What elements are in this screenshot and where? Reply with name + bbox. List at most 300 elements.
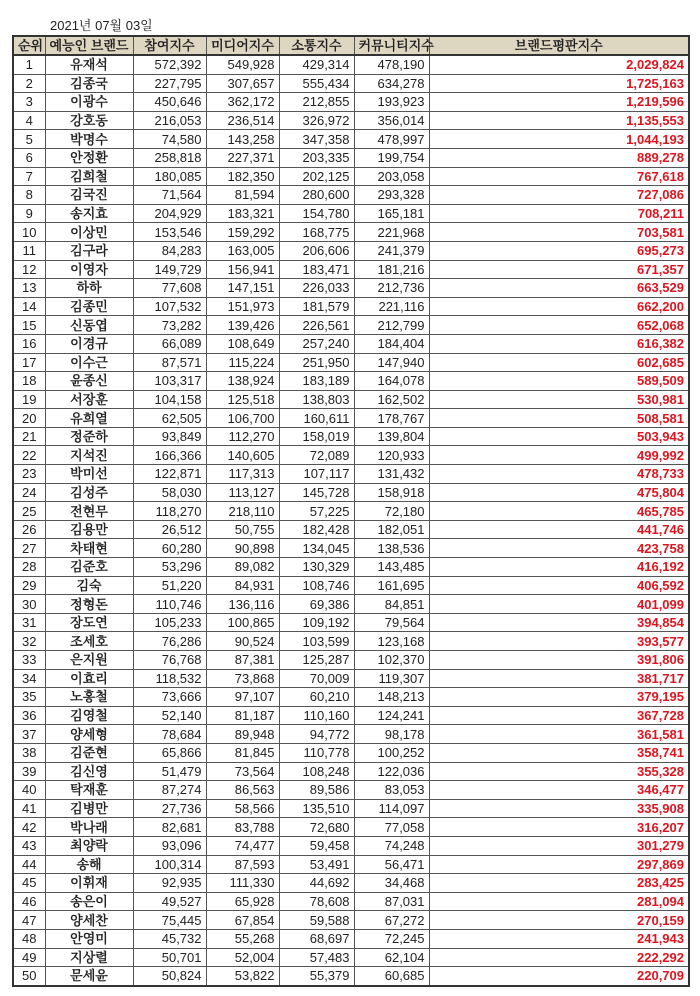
rank-cell: 46 (13, 892, 45, 911)
brand-reputation-cell: 663,529 (429, 279, 689, 298)
header-communication: 소통지수 (279, 36, 354, 55)
participation-cell: 84,283 (133, 241, 206, 260)
participation-cell: 166,366 (133, 446, 206, 465)
brand-reputation-cell: 671,357 (429, 260, 689, 279)
media-cell: 156,941 (206, 260, 279, 279)
media-cell: 100,865 (206, 613, 279, 632)
media-cell: 182,350 (206, 167, 279, 186)
brand-name-cell: 지석진 (45, 446, 133, 465)
community-cell: 123,168 (354, 632, 429, 651)
brand-reputation-cell: 1,725,163 (429, 74, 689, 93)
rank-cell: 27 (13, 539, 45, 558)
community-cell: 165,181 (354, 204, 429, 223)
table-row (13, 539, 689, 558)
rank-cell: 15 (13, 316, 45, 335)
rank-cell: 23 (13, 465, 45, 484)
media-cell: 139,426 (206, 316, 279, 335)
brand-name-cell: 신동엽 (45, 316, 133, 335)
rank-cell: 38 (13, 743, 45, 762)
communication-cell: 108,248 (279, 762, 354, 781)
brand-reputation-cell: 394,854 (429, 613, 689, 632)
communication-cell: 125,287 (279, 651, 354, 670)
community-cell: 84,851 (354, 595, 429, 614)
table-row (13, 929, 689, 948)
table-row (13, 874, 689, 893)
community-cell: 147,940 (354, 353, 429, 372)
communication-cell: 72,089 (279, 446, 354, 465)
table-row (13, 297, 689, 316)
community-cell: 62,104 (354, 948, 429, 967)
community-cell: 124,241 (354, 706, 429, 725)
table-row (13, 725, 689, 744)
media-cell: 147,151 (206, 279, 279, 298)
header-brand-reputation: 브랜드평판지수 (429, 36, 689, 55)
rank-cell: 45 (13, 874, 45, 893)
participation-cell: 110,746 (133, 595, 206, 614)
communication-cell: 68,697 (279, 929, 354, 948)
media-cell: 89,082 (206, 558, 279, 577)
rank-cell: 32 (13, 632, 45, 651)
participation-cell: 103,317 (133, 372, 206, 391)
brand-reputation-cell: 393,577 (429, 632, 689, 651)
media-cell: 84,931 (206, 576, 279, 595)
brand-reputation-cell: 355,328 (429, 762, 689, 781)
community-cell: 114,097 (354, 799, 429, 818)
rank-cell: 1 (13, 55, 45, 74)
brand-name-cell: 김용만 (45, 520, 133, 539)
brand-name-cell: 송지효 (45, 204, 133, 223)
rank-cell: 4 (13, 111, 45, 130)
communication-cell: 154,780 (279, 204, 354, 223)
community-cell: 161,695 (354, 576, 429, 595)
rank-cell: 17 (13, 353, 45, 372)
media-cell: 227,371 (206, 148, 279, 167)
table-row (13, 316, 689, 335)
brand-reputation-cell: 283,425 (429, 874, 689, 893)
community-cell: 131,432 (354, 465, 429, 484)
media-cell: 115,224 (206, 353, 279, 372)
communication-cell: 94,772 (279, 725, 354, 744)
brand-name-cell: 이수근 (45, 353, 133, 372)
brand-name-cell: 양세찬 (45, 911, 133, 930)
communication-cell: 226,561 (279, 316, 354, 335)
participation-cell: 100,314 (133, 855, 206, 874)
communication-cell: 69,386 (279, 595, 354, 614)
brand-reputation-cell: 499,992 (429, 446, 689, 465)
brand-reputation-cell: 358,741 (429, 743, 689, 762)
table-row (13, 334, 689, 353)
brand-name-cell: 이광수 (45, 93, 133, 112)
brand-name-cell: 윤종신 (45, 372, 133, 391)
participation-cell: 105,233 (133, 613, 206, 632)
participation-cell: 53,296 (133, 558, 206, 577)
rank-cell: 16 (13, 334, 45, 353)
media-cell: 52,004 (206, 948, 279, 967)
community-cell: 74,248 (354, 836, 429, 855)
communication-cell: 280,600 (279, 186, 354, 205)
table-row (13, 558, 689, 577)
rank-cell: 47 (13, 911, 45, 930)
brand-reputation-cell: 367,728 (429, 706, 689, 725)
brand-name-cell: 이영자 (45, 260, 133, 279)
media-cell: 89,948 (206, 725, 279, 744)
rank-cell: 18 (13, 372, 45, 391)
media-cell: 74,477 (206, 836, 279, 855)
brand-name-cell: 이상민 (45, 223, 133, 242)
brand-name-cell: 김희철 (45, 167, 133, 186)
participation-cell: 27,736 (133, 799, 206, 818)
communication-cell: 138,803 (279, 390, 354, 409)
rank-cell: 29 (13, 576, 45, 595)
participation-cell: 572,392 (133, 55, 206, 74)
community-cell: 67,272 (354, 911, 429, 930)
participation-cell: 66,089 (133, 334, 206, 353)
community-cell: 478,190 (354, 55, 429, 74)
brand-name-cell: 이경규 (45, 334, 133, 353)
brand-reputation-cell: 346,477 (429, 781, 689, 800)
rank-cell: 14 (13, 297, 45, 316)
rank-cell: 42 (13, 818, 45, 837)
brand-reputation-cell: 662,200 (429, 297, 689, 316)
brand-reputation-cell: 589,509 (429, 372, 689, 391)
participation-cell: 78,684 (133, 725, 206, 744)
table-row (13, 855, 689, 874)
communication-cell: 44,692 (279, 874, 354, 893)
media-cell: 143,258 (206, 130, 279, 149)
table-row (13, 279, 689, 298)
brand-reputation-cell: 416,192 (429, 558, 689, 577)
media-cell: 113,127 (206, 483, 279, 502)
communication-cell: 158,019 (279, 427, 354, 446)
community-cell: 98,178 (354, 725, 429, 744)
communication-cell: 182,428 (279, 520, 354, 539)
table-row (13, 186, 689, 205)
rank-cell: 33 (13, 651, 45, 670)
table-row (13, 743, 689, 762)
media-cell: 87,593 (206, 855, 279, 874)
table-row (13, 74, 689, 93)
rank-cell: 43 (13, 836, 45, 855)
table-row (13, 223, 689, 242)
rank-cell: 25 (13, 502, 45, 521)
community-cell: 182,051 (354, 520, 429, 539)
table-row (13, 93, 689, 112)
participation-cell: 73,666 (133, 688, 206, 707)
participation-cell: 149,729 (133, 260, 206, 279)
media-cell: 65,928 (206, 892, 279, 911)
brand-reputation-table (12, 35, 690, 987)
rank-cell: 21 (13, 427, 45, 446)
header-community: 커뮤니티지수 (354, 36, 429, 55)
participation-cell: 75,445 (133, 911, 206, 930)
media-cell: 163,005 (206, 241, 279, 260)
brand-name-cell: 김성주 (45, 483, 133, 502)
participation-cell: 258,818 (133, 148, 206, 167)
participation-cell: 76,286 (133, 632, 206, 651)
table-row (13, 948, 689, 967)
media-cell: 159,292 (206, 223, 279, 242)
table-row (13, 353, 689, 372)
table-row (13, 669, 689, 688)
communication-cell: 134,045 (279, 539, 354, 558)
brand-reputation-cell: 703,581 (429, 223, 689, 242)
communication-cell: 135,510 (279, 799, 354, 818)
rank-cell: 28 (13, 558, 45, 577)
communication-cell: 109,192 (279, 613, 354, 632)
brand-reputation-cell: 508,581 (429, 409, 689, 428)
participation-cell: 122,871 (133, 465, 206, 484)
media-cell: 87,381 (206, 651, 279, 670)
participation-cell: 50,824 (133, 967, 206, 986)
rank-cell: 11 (13, 241, 45, 260)
community-cell: 102,370 (354, 651, 429, 670)
table-row (13, 111, 689, 130)
participation-cell: 76,768 (133, 651, 206, 670)
communication-cell: 202,125 (279, 167, 354, 186)
rank-cell: 7 (13, 167, 45, 186)
brand-name-cell: 김숙 (45, 576, 133, 595)
table-row (13, 613, 689, 632)
communication-cell: 103,599 (279, 632, 354, 651)
media-cell: 218,110 (206, 502, 279, 521)
brand-name-cell: 김국진 (45, 186, 133, 205)
communication-cell: 203,335 (279, 148, 354, 167)
table-row (13, 55, 689, 74)
rank-cell: 36 (13, 706, 45, 725)
brand-name-cell: 탁재훈 (45, 781, 133, 800)
communication-cell: 168,775 (279, 223, 354, 242)
media-cell: 362,172 (206, 93, 279, 112)
community-cell: 221,968 (354, 223, 429, 242)
table-row (13, 576, 689, 595)
brand-name-cell: 송해 (45, 855, 133, 874)
rank-cell: 22 (13, 446, 45, 465)
communication-cell: 257,240 (279, 334, 354, 353)
brand-name-cell: 김신영 (45, 762, 133, 781)
brand-name-cell: 서장훈 (45, 390, 133, 409)
rank-cell: 37 (13, 725, 45, 744)
participation-cell: 77,608 (133, 279, 206, 298)
brand-reputation-cell: 727,086 (429, 186, 689, 205)
communication-cell: 110,160 (279, 706, 354, 725)
brand-reputation-cell: 478,733 (429, 465, 689, 484)
brand-name-cell: 김구라 (45, 241, 133, 260)
brand-reputation-cell: 391,806 (429, 651, 689, 670)
brand-reputation-cell: 652,068 (429, 316, 689, 335)
community-cell: 143,485 (354, 558, 429, 577)
communication-cell: 89,586 (279, 781, 354, 800)
community-cell: 138,536 (354, 539, 429, 558)
media-cell: 81,594 (206, 186, 279, 205)
community-cell: 181,216 (354, 260, 429, 279)
participation-cell: 49,527 (133, 892, 206, 911)
communication-cell: 251,950 (279, 353, 354, 372)
table-row (13, 799, 689, 818)
table-row (13, 520, 689, 539)
table-row (13, 260, 689, 279)
brand-reputation-cell: 465,785 (429, 502, 689, 521)
brand-reputation-cell: 381,717 (429, 669, 689, 688)
brand-reputation-cell: 406,592 (429, 576, 689, 595)
brand-name-cell: 최양락 (45, 836, 133, 855)
participation-cell: 58,030 (133, 483, 206, 502)
community-cell: 162,502 (354, 390, 429, 409)
community-cell: 122,036 (354, 762, 429, 781)
media-cell: 55,268 (206, 929, 279, 948)
media-cell: 108,649 (206, 334, 279, 353)
community-cell: 34,468 (354, 874, 429, 893)
participation-cell: 82,681 (133, 818, 206, 837)
rank-cell: 13 (13, 279, 45, 298)
table-row (13, 483, 689, 502)
brand-name-cell: 문세윤 (45, 967, 133, 986)
brand-reputation-cell: 401,099 (429, 595, 689, 614)
media-cell: 67,854 (206, 911, 279, 930)
participation-cell: 92,935 (133, 874, 206, 893)
brand-reputation-cell: 475,804 (429, 483, 689, 502)
media-cell: 106,700 (206, 409, 279, 428)
rank-cell: 8 (13, 186, 45, 205)
media-cell: 151,973 (206, 297, 279, 316)
brand-reputation-cell: 889,278 (429, 148, 689, 167)
table-header-row (13, 36, 689, 55)
rank-cell: 3 (13, 93, 45, 112)
media-cell: 183,321 (206, 204, 279, 223)
brand-name-cell: 송은이 (45, 892, 133, 911)
communication-cell: 160,611 (279, 409, 354, 428)
table-row (13, 688, 689, 707)
community-cell: 139,804 (354, 427, 429, 446)
communication-cell: 183,471 (279, 260, 354, 279)
communication-cell: 60,210 (279, 688, 354, 707)
brand-reputation-cell: 379,195 (429, 688, 689, 707)
community-cell: 79,564 (354, 613, 429, 632)
brand-name-cell: 박나래 (45, 818, 133, 837)
rank-cell: 40 (13, 781, 45, 800)
participation-cell: 62,505 (133, 409, 206, 428)
rank-cell: 26 (13, 520, 45, 539)
brand-name-cell: 김준호 (45, 558, 133, 577)
brand-reputation-cell: 301,279 (429, 836, 689, 855)
communication-cell: 347,358 (279, 130, 354, 149)
communication-cell: 183,189 (279, 372, 354, 391)
rank-cell: 39 (13, 762, 45, 781)
communication-cell: 326,972 (279, 111, 354, 130)
brand-name-cell: 이휘재 (45, 874, 133, 893)
rank-cell: 49 (13, 948, 45, 967)
brand-name-cell: 김종민 (45, 297, 133, 316)
rank-cell: 34 (13, 669, 45, 688)
brand-name-cell: 김영철 (45, 706, 133, 725)
media-cell: 73,868 (206, 669, 279, 688)
brand-reputation-cell: 281,094 (429, 892, 689, 911)
brand-name-cell: 노홍철 (45, 688, 133, 707)
communication-cell: 57,225 (279, 502, 354, 521)
brand-name-cell: 양세형 (45, 725, 133, 744)
communication-cell: 70,009 (279, 669, 354, 688)
brand-reputation-cell: 270,159 (429, 911, 689, 930)
community-cell: 178,767 (354, 409, 429, 428)
communication-cell: 78,608 (279, 892, 354, 911)
brand-name-cell: 강호동 (45, 111, 133, 130)
table-row (13, 911, 689, 930)
community-cell: 164,078 (354, 372, 429, 391)
media-cell: 140,605 (206, 446, 279, 465)
brand-reputation-cell: 695,273 (429, 241, 689, 260)
communication-cell: 55,379 (279, 967, 354, 986)
rank-cell: 31 (13, 613, 45, 632)
media-cell: 58,566 (206, 799, 279, 818)
communication-cell: 110,778 (279, 743, 354, 762)
brand-name-cell: 유희열 (45, 409, 133, 428)
brand-reputation-cell: 297,869 (429, 855, 689, 874)
communication-cell: 212,855 (279, 93, 354, 112)
communication-cell: 57,483 (279, 948, 354, 967)
community-cell: 83,053 (354, 781, 429, 800)
media-cell: 125,518 (206, 390, 279, 409)
community-cell: 241,379 (354, 241, 429, 260)
brand-reputation-cell: 602,685 (429, 353, 689, 372)
participation-cell: 51,220 (133, 576, 206, 595)
community-cell: 120,933 (354, 446, 429, 465)
table-row (13, 967, 689, 986)
participation-cell: 93,096 (133, 836, 206, 855)
communication-cell: 107,117 (279, 465, 354, 484)
brand-name-cell: 조세호 (45, 632, 133, 651)
report-date: 2021년 07월 03일 (50, 18, 153, 33)
community-cell: 212,799 (354, 316, 429, 335)
table-row (13, 651, 689, 670)
media-cell: 50,755 (206, 520, 279, 539)
brand-reputation-cell: 361,581 (429, 725, 689, 744)
brand-name-cell: 김준현 (45, 743, 133, 762)
rank-cell: 20 (13, 409, 45, 428)
participation-cell: 60,280 (133, 539, 206, 558)
table-row (13, 595, 689, 614)
rank-cell: 50 (13, 967, 45, 986)
media-cell: 112,270 (206, 427, 279, 446)
media-cell: 90,524 (206, 632, 279, 651)
community-cell: 356,014 (354, 111, 429, 130)
brand-reputation-cell: 220,709 (429, 967, 689, 986)
table-row (13, 148, 689, 167)
brand-name-cell: 안영미 (45, 929, 133, 948)
communication-cell: 72,680 (279, 818, 354, 837)
rank-cell: 2 (13, 74, 45, 93)
communication-cell: 181,579 (279, 297, 354, 316)
community-cell: 100,252 (354, 743, 429, 762)
rank-cell: 48 (13, 929, 45, 948)
brand-reputation-cell: 241,943 (429, 929, 689, 948)
table-row (13, 836, 689, 855)
participation-cell: 204,929 (133, 204, 206, 223)
header-rank: 순위 (13, 36, 45, 55)
rank-cell: 19 (13, 390, 45, 409)
table-row (13, 241, 689, 260)
participation-cell: 45,732 (133, 929, 206, 948)
media-cell: 307,657 (206, 74, 279, 93)
table-row (13, 446, 689, 465)
community-cell: 193,923 (354, 93, 429, 112)
brand-reputation-cell: 503,943 (429, 427, 689, 446)
community-cell: 158,918 (354, 483, 429, 502)
brand-reputation-cell: 530,981 (429, 390, 689, 409)
media-cell: 81,187 (206, 706, 279, 725)
media-cell: 138,924 (206, 372, 279, 391)
brand-name-cell: 정형돈 (45, 595, 133, 614)
rank-cell: 5 (13, 130, 45, 149)
table-row (13, 818, 689, 837)
